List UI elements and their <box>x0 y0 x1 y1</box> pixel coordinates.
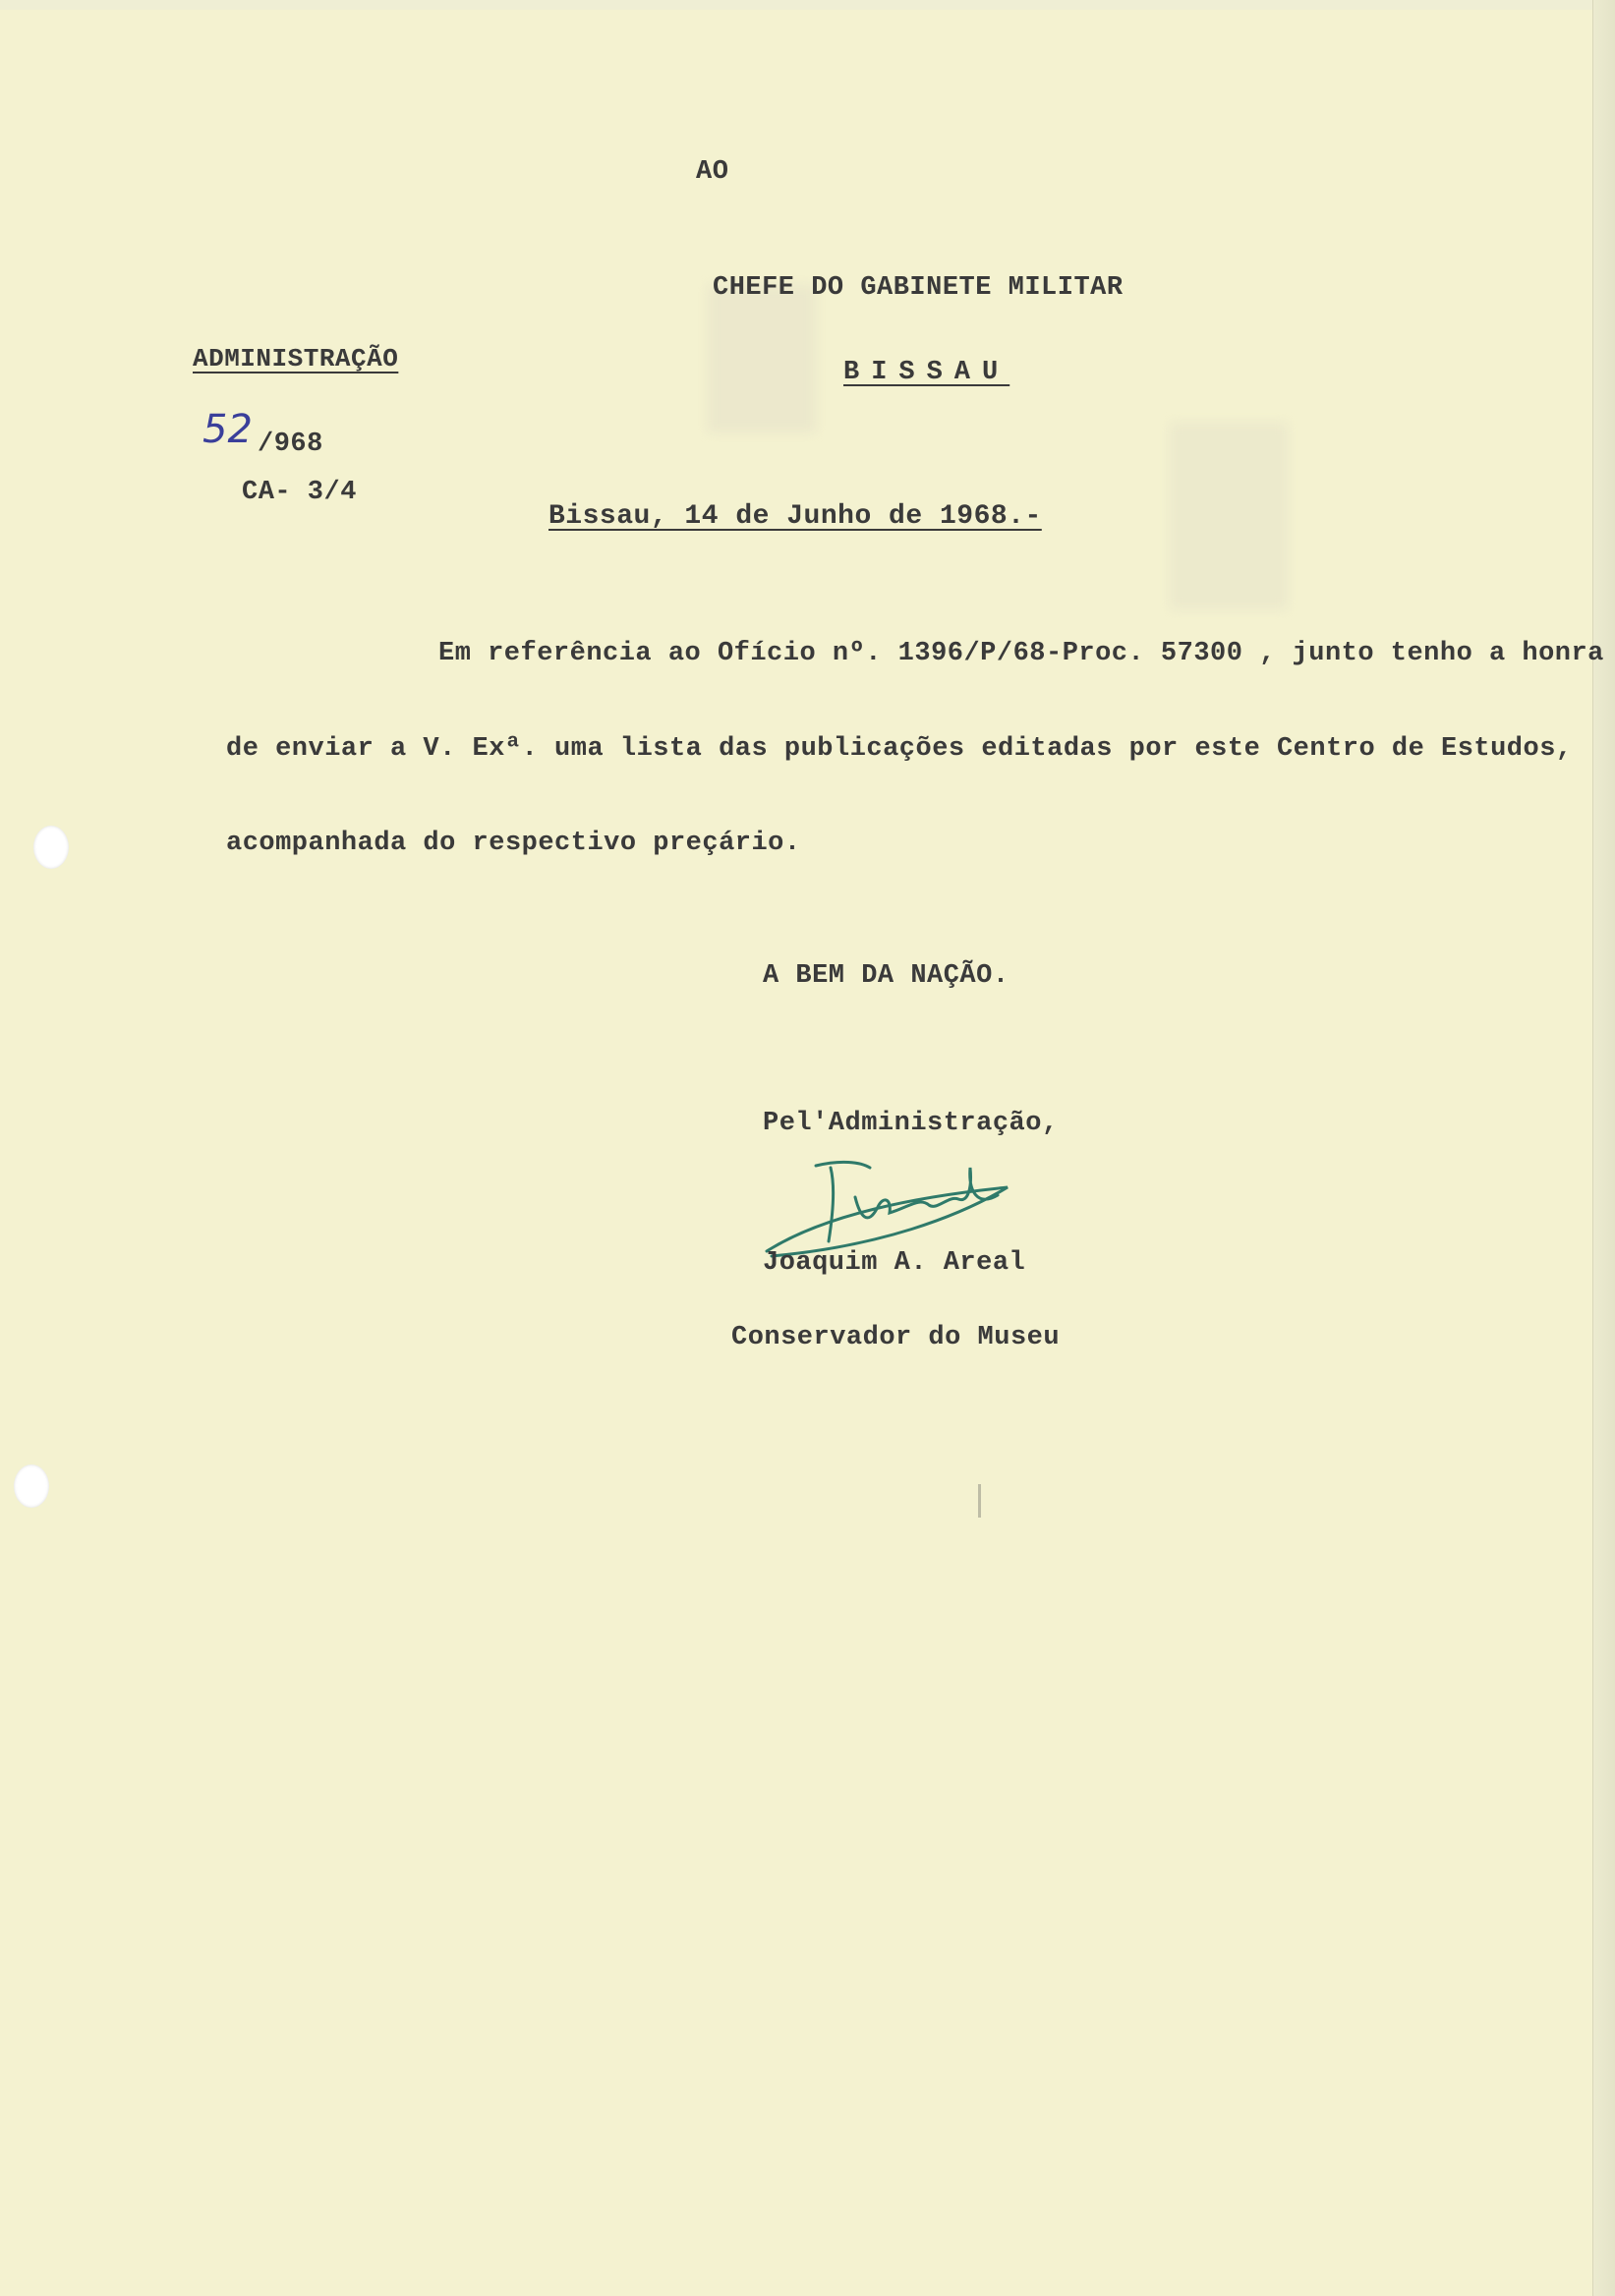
signatory-role: Conservador do Museu <box>731 1323 1061 1352</box>
paper-smudge <box>708 285 816 432</box>
signatory-name: Joaquim A. Areal <box>763 1248 1026 1278</box>
date-line: Bissau, 14 de Junho de 1968.- <box>548 501 1042 532</box>
punch-hole <box>14 1464 49 1508</box>
sheet-right-edge <box>1592 0 1615 2296</box>
addressee-city: BISSAU <box>843 358 1010 387</box>
sender-department: ADMINISTRAÇÃO <box>193 344 399 373</box>
addressee-title: CHEFE DO GABINETE MILITAR <box>713 273 1124 303</box>
paper-smudge <box>1170 423 1288 609</box>
addressee-prefix: AO <box>696 157 729 187</box>
stray-pen-mark <box>978 1484 981 1518</box>
punch-hole <box>33 826 69 869</box>
reference-code: CA- 3/4 <box>242 478 357 507</box>
reference-year: /968 <box>258 430 323 459</box>
body-line-3: acompanhada do respectivo preçário. <box>226 829 801 858</box>
sheet-top-edge <box>0 0 1615 10</box>
body-line-1: Em referência ao Ofício nº. 1396/P/68-Proc. 57300 , junto tenho a honra <box>438 639 1604 668</box>
signature-preamble: Pel'Administração, <box>763 1109 1059 1138</box>
handwritten-reference-number: 52 <box>202 407 253 452</box>
closing-salutation: A BEM DA NAÇÃO. <box>763 961 1009 991</box>
body-line-2: de enviar a V. Exª. uma lista das publicações editadas por este Centro de Estudos, <box>226 734 1573 764</box>
